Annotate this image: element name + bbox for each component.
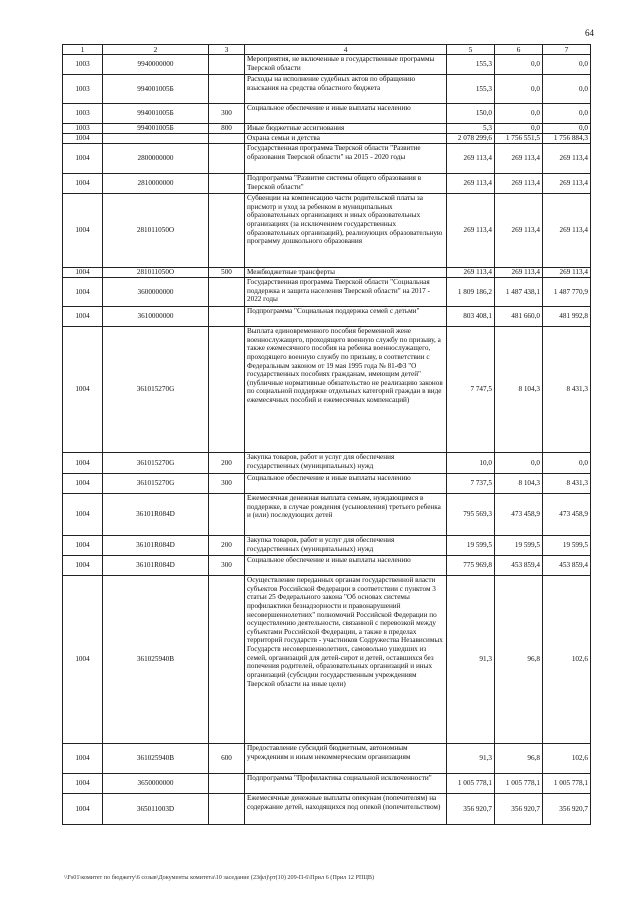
value-2021-cell: 481 992,8 xyxy=(543,307,591,327)
value-2021-cell: 269 113,4 xyxy=(543,174,591,194)
value-2020-cell: 473 458,9 xyxy=(495,494,543,536)
table-row xyxy=(63,278,591,307)
table-row xyxy=(63,774,591,794)
section-cell: 1004 xyxy=(63,174,103,194)
table-body xyxy=(63,45,591,825)
expense-type-cell: 600 xyxy=(209,744,245,774)
table-row xyxy=(63,124,591,134)
table-row xyxy=(63,268,591,278)
value-2020-cell: 269 113,4 xyxy=(495,174,543,194)
table-row xyxy=(63,794,591,825)
section-cell: 1004 xyxy=(63,536,103,556)
value-2020-cell: 1 756 551,5 xyxy=(495,134,543,144)
value-2019-cell: 5,3 xyxy=(447,124,495,134)
code-cell: 36101R084D xyxy=(103,536,209,556)
table-row xyxy=(63,494,591,536)
code-cell: 361015270G xyxy=(103,453,209,474)
value-2019-cell: 795 569,3 xyxy=(447,494,495,536)
value-2019-cell: 803 408,1 xyxy=(447,307,495,327)
expense-type-cell: 300 xyxy=(209,104,245,124)
header-cell: 5 xyxy=(447,45,495,55)
code-cell: 361025940В xyxy=(103,744,209,774)
value-2021-cell: 8 431,3 xyxy=(543,474,591,494)
value-2021-cell: 102,6 xyxy=(543,744,591,774)
section-cell: 1004 xyxy=(63,576,103,744)
header-cell: 3 xyxy=(209,45,245,55)
value-2021-cell: 0,0 xyxy=(543,124,591,134)
value-2019-cell: 91,3 xyxy=(447,576,495,744)
value-2020-cell: 269 113,4 xyxy=(495,144,543,174)
expense-type-cell xyxy=(209,774,245,794)
expense-type-cell xyxy=(209,174,245,194)
page-number: 64 xyxy=(585,28,594,38)
code-cell: 3610000000 xyxy=(103,307,209,327)
section-cell: 1004 xyxy=(63,278,103,307)
table-row xyxy=(63,104,591,124)
expense-type-cell: 200 xyxy=(209,536,245,556)
name-cell: Закупка товаров, работ и услуг для обеспечения государственных (муниципальных) нужд xyxy=(245,536,447,556)
section-cell: 1004 xyxy=(63,494,103,536)
table-row xyxy=(63,576,591,744)
value-2019-cell: 150,0 xyxy=(447,104,495,124)
expense-type-cell xyxy=(209,144,245,174)
code-cell: 994001005Б xyxy=(103,104,209,124)
value-2020-cell: 269 113,4 xyxy=(495,194,543,268)
name-cell: Осуществление переданных органам государственной власти субъектов Российской Федерации в соответствии с пунктом 3 статьи 25 Федерального закона "Об основах системы профилактики безнадзорности и правонарушений несовершеннолетних" полномочий Российской Федерации по осуществлению деятельности, связанной с перевозкой между субъектами Российской Федерации, а также в пределах территорий государств - участников Содружества Независимых Государств несовершеннолетних, самовольно ушедших из семей, организаций для детей-сирот и детей, оставшихся без попечения родителей, образовательных организаций и иных организаций (субсидии государственным учреждениям Тверской области на иные цели) xyxy=(245,576,447,744)
section-cell: 1003 xyxy=(63,75,103,104)
value-2019-cell: 7 747,5 xyxy=(447,327,495,453)
value-2019-cell: 269 113,4 xyxy=(447,194,495,268)
table-row xyxy=(63,744,591,774)
value-2020-cell: 8 104,3 xyxy=(495,474,543,494)
value-2020-cell: 8 104,3 xyxy=(495,327,543,453)
footer-file-path: \\Fs01\комитет по бюджету\6 созыв\Документы комитета\10 заседание (23фл)\рт(10) 209-П-6\Прил 6 (Прил 12 РПЦВ) xyxy=(64,874,375,881)
name-cell: Социальное обеспечение и иные выплаты населению xyxy=(245,474,447,494)
code-cell: 3600000000 xyxy=(103,278,209,307)
code-cell: 361015270G xyxy=(103,474,209,494)
table-row xyxy=(63,55,591,75)
value-2021-cell: 356 920,7 xyxy=(543,794,591,825)
value-2021-cell: 0,0 xyxy=(543,75,591,104)
value-2021-cell: 453 859,4 xyxy=(543,556,591,576)
value-2020-cell: 453 859,4 xyxy=(495,556,543,576)
name-cell: Мероприятия, не включенные в государственные программы Тверской области xyxy=(245,55,447,75)
table-row xyxy=(63,144,591,174)
code-cell: 3650000000 xyxy=(103,774,209,794)
value-2021-cell: 1 487 770,9 xyxy=(543,278,591,307)
name-cell: Охрана семьи и детства xyxy=(245,134,447,144)
code-cell: 9940000000 xyxy=(103,55,209,75)
name-cell: Социальное обеспечение и иные выплаты населению xyxy=(245,104,447,124)
name-cell: Межбюджетные трансферты xyxy=(245,268,447,278)
section-cell: 1004 xyxy=(63,794,103,825)
name-cell: Закупка товаров, работ и услуг для обеспечения государственных (муниципальных) нужд xyxy=(245,453,447,474)
expense-type-cell xyxy=(209,576,245,744)
table-row xyxy=(63,75,591,104)
table-row xyxy=(63,556,591,576)
expense-type-cell xyxy=(209,278,245,307)
value-2021-cell: 0,0 xyxy=(543,104,591,124)
code-cell: 994001005Б xyxy=(103,75,209,104)
section-cell: 1004 xyxy=(63,307,103,327)
value-2019-cell: 269 113,4 xyxy=(447,144,495,174)
value-2021-cell: 1 005 778,1 xyxy=(543,774,591,794)
header-row xyxy=(63,45,591,55)
value-2021-cell: 8 431,3 xyxy=(543,327,591,453)
code-cell: 36101R084D xyxy=(103,494,209,536)
code-cell: 36101R084D xyxy=(103,556,209,576)
value-2020-cell: 1 487 438,1 xyxy=(495,278,543,307)
name-cell: Подпрограмма "Профилактика социальной исключенности" xyxy=(245,774,447,794)
table-row xyxy=(63,134,591,144)
code-cell: 365011003D xyxy=(103,794,209,825)
name-cell: Государственная программа Тверской области "Социальная поддержка и защита населения Тверской области" на 2017 - 2022 годы xyxy=(245,278,447,307)
value-2021-cell: 269 113,4 xyxy=(543,144,591,174)
section-cell: 1004 xyxy=(63,144,103,174)
code-cell: 2800000000 xyxy=(103,144,209,174)
table-row xyxy=(63,536,591,556)
name-cell: Социальное обеспечение и иные выплаты населению xyxy=(245,556,447,576)
code-cell: 2810000000 xyxy=(103,174,209,194)
name-cell: Предоставление субсидий бюджетным, автономным учреждениям и иным некоммерческим организациям xyxy=(245,744,447,774)
value-2020-cell: 481 660,0 xyxy=(495,307,543,327)
name-cell: Выплата единовременного пособия беременной жене военнослужащего, проходящего военную службу по призыву, а также ежемесячного пособия на ребенка военнослужащего, проходящего военную службу по призыву, в соответствии с Федеральным законом от 19 мая 1995 года № 81-ФЗ "О государственных пособиях гражданам, имеющим детей" (публичные нормативные обязательство не реализацию законов по социальной поддержке отдельных категорий граждан в виде ежемесячных пособий и ежемесячных компенсаций) xyxy=(245,327,447,453)
value-2019-cell: 269 113,4 xyxy=(447,268,495,278)
value-2020-cell: 1 005 778,1 xyxy=(495,774,543,794)
name-cell: Подпрограмма "Социальная поддержка семей с детьми" xyxy=(245,307,447,327)
expense-type-cell: 300 xyxy=(209,474,245,494)
expense-type-cell xyxy=(209,794,245,825)
name-cell: Подпрограмма "Развитие системы общего образования в Тверской области" xyxy=(245,174,447,194)
name-cell: Ежемесячные денежные выплаты опекунам (попечителям) на содержание детей, находящихся под опекой (попечительством) xyxy=(245,794,447,825)
value-2020-cell: 0,0 xyxy=(495,75,543,104)
section-cell: 1004 xyxy=(63,453,103,474)
section-cell: 1003 xyxy=(63,55,103,75)
expense-type-cell xyxy=(209,307,245,327)
value-2020-cell: 269 113,4 xyxy=(495,268,543,278)
code-cell: 281011050О xyxy=(103,194,209,268)
section-cell: 1003 xyxy=(63,124,103,134)
section-cell: 1004 xyxy=(63,774,103,794)
section-cell: 1003 xyxy=(63,104,103,124)
value-2021-cell: 269 113,4 xyxy=(543,194,591,268)
table-row xyxy=(63,174,591,194)
header-cell: 7 xyxy=(543,45,591,55)
table-row xyxy=(63,194,591,268)
value-2021-cell: 1 756 884,3 xyxy=(543,134,591,144)
name-cell: Иные бюджетные ассигнования xyxy=(245,124,447,134)
value-2019-cell: 775 969,8 xyxy=(447,556,495,576)
table-row xyxy=(63,453,591,474)
code-cell xyxy=(103,134,209,144)
section-cell: 1004 xyxy=(63,474,103,494)
value-2019-cell: 155,3 xyxy=(447,75,495,104)
value-2021-cell: 0,0 xyxy=(543,453,591,474)
value-2020-cell: 0,0 xyxy=(495,453,543,474)
value-2021-cell: 473 458,9 xyxy=(543,494,591,536)
value-2020-cell: 19 599,5 xyxy=(495,536,543,556)
section-cell: 1004 xyxy=(63,268,103,278)
expense-type-cell xyxy=(209,494,245,536)
value-2020-cell: 96,8 xyxy=(495,576,543,744)
header-cell: 4 xyxy=(245,45,447,55)
value-2020-cell: 96,8 xyxy=(495,744,543,774)
value-2019-cell: 19 599,5 xyxy=(447,536,495,556)
value-2021-cell: 19 599,5 xyxy=(543,536,591,556)
name-cell: Расходы на исполнение судебных актов по обращению взыскания на средства областного бюджета xyxy=(245,75,447,104)
code-cell: 994001005Б xyxy=(103,124,209,134)
value-2019-cell: 10,0 xyxy=(447,453,495,474)
value-2019-cell: 269 113,4 xyxy=(447,174,495,194)
header-cell: 6 xyxy=(495,45,543,55)
value-2020-cell: 356 920,7 xyxy=(495,794,543,825)
value-2020-cell: 0,0 xyxy=(495,124,543,134)
value-2021-cell: 102,6 xyxy=(543,576,591,744)
expense-type-cell: 800 xyxy=(209,124,245,134)
code-cell: 361015270G xyxy=(103,327,209,453)
value-2021-cell: 0,0 xyxy=(543,55,591,75)
value-2019-cell: 1 005 778,1 xyxy=(447,774,495,794)
expense-type-cell xyxy=(209,194,245,268)
header-cell: 2 xyxy=(103,45,209,55)
budget-table xyxy=(62,44,591,825)
expense-type-cell: 300 xyxy=(209,556,245,576)
expense-type-cell: 200 xyxy=(209,453,245,474)
header-cell: 1 xyxy=(63,45,103,55)
value-2019-cell: 155,3 xyxy=(447,55,495,75)
section-cell: 1004 xyxy=(63,194,103,268)
value-2019-cell: 2 078 299,6 xyxy=(447,134,495,144)
table-row xyxy=(63,474,591,494)
section-cell: 1004 xyxy=(63,327,103,453)
value-2020-cell: 0,0 xyxy=(495,104,543,124)
value-2019-cell: 356 920,7 xyxy=(447,794,495,825)
code-cell: 361025940В xyxy=(103,576,209,744)
expense-type-cell xyxy=(209,75,245,104)
section-cell: 1004 xyxy=(63,744,103,774)
section-cell: 1004 xyxy=(63,134,103,144)
name-cell: Ежемесячная денежная выплата семьям, нуждающимся в поддержке, в случае рождения (усыновления) третьего ребенка и (или) последующих детей xyxy=(245,494,447,536)
expense-type-cell: 500 xyxy=(209,268,245,278)
table-row xyxy=(63,307,591,327)
value-2019-cell: 7 737,5 xyxy=(447,474,495,494)
value-2021-cell: 269 113,4 xyxy=(543,268,591,278)
name-cell: Государственная программа Тверской области "Развитие образования Тверской области" на 2015 - 2020 годы xyxy=(245,144,447,174)
table-row xyxy=(63,327,591,453)
value-2019-cell: 1 809 186,2 xyxy=(447,278,495,307)
value-2019-cell: 91,3 xyxy=(447,744,495,774)
code-cell: 281011050О xyxy=(103,268,209,278)
value-2020-cell: 0,0 xyxy=(495,55,543,75)
expense-type-cell xyxy=(209,134,245,144)
expense-type-cell xyxy=(209,327,245,453)
section-cell: 1004 xyxy=(63,556,103,576)
expense-type-cell xyxy=(209,55,245,75)
name-cell: Субвенции на компенсацию части родительской платы за присмотр и уход за ребенком в муниципальных образовательных организациях и иных образовательных организациях (за исключением государственных образовательных организаций), реализующих образовательную программу дошкольного образования xyxy=(245,194,447,268)
